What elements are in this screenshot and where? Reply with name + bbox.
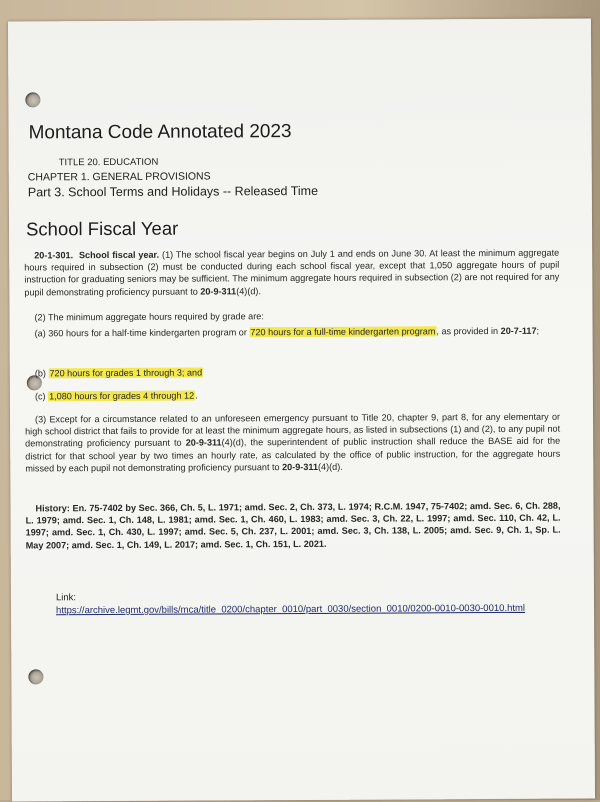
highlight-kindergarten: 720 hours for a full-time kindergarten program [250, 326, 436, 338]
paragraph-5-end: . [195, 390, 198, 401]
part-line: Part 3. School Terms and Holidays -- Released Time [27, 183, 319, 200]
highlight-grades-1-3: 720 hours for grades 1 through 3; and [49, 367, 203, 379]
paragraph-1-text: (1) The school fiscal year begins on July 1 and ends on June 30. At least the minimum aggregate hours required in subsection (2) must be conducted during each school fiscal year, except that 1,050 aggregate hours of pupil instruction for graduating seniors may be sufficient. The minimum aggregate hours required in subsection (2) are not required for any pupil demonstrating proficiency pursuant to [24, 247, 560, 298]
paragraph-3-end: ; [536, 325, 540, 336]
paragraph-6 [25, 411, 560, 475]
link-block [56, 589, 541, 618]
statute-ref-kindergarten: 20-7-117 [500, 325, 537, 336]
paragraph-6-t3: (4)(d). [317, 461, 343, 472]
punch-hole-bottom [28, 669, 43, 684]
paragraph-4 [25, 365, 560, 380]
punch-hole-top [25, 92, 40, 107]
statute-ref-6a: 20-9-311 [185, 437, 222, 449]
paragraph-3-pre: (a) 360 hours for a half-time kindergarten program or [34, 327, 250, 339]
source-link[interactable]: https://archive.legmt.gov/bills/mca/title_0200/chapter_0010/part_0030/section_0010/0200-0010-0030-0010.html [56, 602, 526, 617]
history-text: History: En. 75-7402 by Sec. 366, Ch. 5, L. 1971; amd. Sec. 2, Ch. 373, L. 1974; R.C.M. 1947, 75-7402; amd. Sec. 6, Ch. 288, L. 1979; amd. Sec. 1, Ch. 148, L. 1981; amd. Sec. 1, Ch. 460, L. 1983; amd. Sec. 3, Ch. 22, L. 1997; amd. Sec. 110, Ch. 42, L. 1997; amd. Sec. 1, Ch. 430, L. 1997; amd. Sec. 5, Ch. 237, L. 2001; amd. Sec. 3, Ch. 138, L. 2005; amd. Sec. 9, Ch. 1, Sp. L. May 2007; amd. Sec. 1, Ch. 149, L. 2017; amd. Sec. 1, Ch. 151, L. 2021. [25, 500, 561, 551]
paragraph-2 [24, 309, 559, 324]
history-paragraph [25, 500, 560, 552]
section-number: 20-1-301. [34, 250, 74, 261]
paragraph-6-t1: (3) Except for a circumstance related to an unforeseen emergency pursuant to Title 20, chapter 9, part 8, for any elementary or high school district that fails to provide for at least the minimum aggregate hours, as listed in subsections (1) and (2), to any pupil not demonstrating proficiency pursuant to [25, 411, 561, 449]
paragraph-3-post: , as provided in [436, 325, 501, 337]
paragraph-5 [25, 388, 560, 403]
paragraph-2-text: (2) The minimum aggregate hours required by grade are: [34, 311, 264, 323]
paragraph-5-pre: (c) [34, 391, 49, 402]
paragraph-1-end: (4)(d). [236, 285, 261, 296]
paragraph-3 [25, 325, 560, 340]
section-title: School Fiscal Year [25, 217, 179, 240]
paragraph-1 [24, 247, 559, 299]
printed-page [8, 18, 595, 801]
title-line: TITLE 20. EDUCATION [58, 156, 159, 169]
paragraph-6-t2: (4)(d), the superintendent of public instruction shall reduce the BASE aid for the district for that school year by two times an hourly rate, as calculated by the office of public instruction, for the aggregate hours missed by each pupil not demonstrating proficiency pursuant to [25, 436, 561, 474]
statute-ref: 20-9-311 [200, 285, 237, 297]
statute-ref-6b: 20-9-311 [282, 461, 319, 472]
highlight-grades-4-12: 1,080 hours for grades 4 through 12 [49, 390, 195, 402]
document-title: Montana Code Annotated 2023 [28, 121, 292, 144]
section-heading: School fiscal year. [78, 249, 160, 261]
link-label: Link: [55, 592, 77, 604]
chapter-line: CHAPTER 1. GENERAL PROVISIONS [27, 170, 211, 184]
paragraph-4-pre: (b) [34, 368, 49, 379]
